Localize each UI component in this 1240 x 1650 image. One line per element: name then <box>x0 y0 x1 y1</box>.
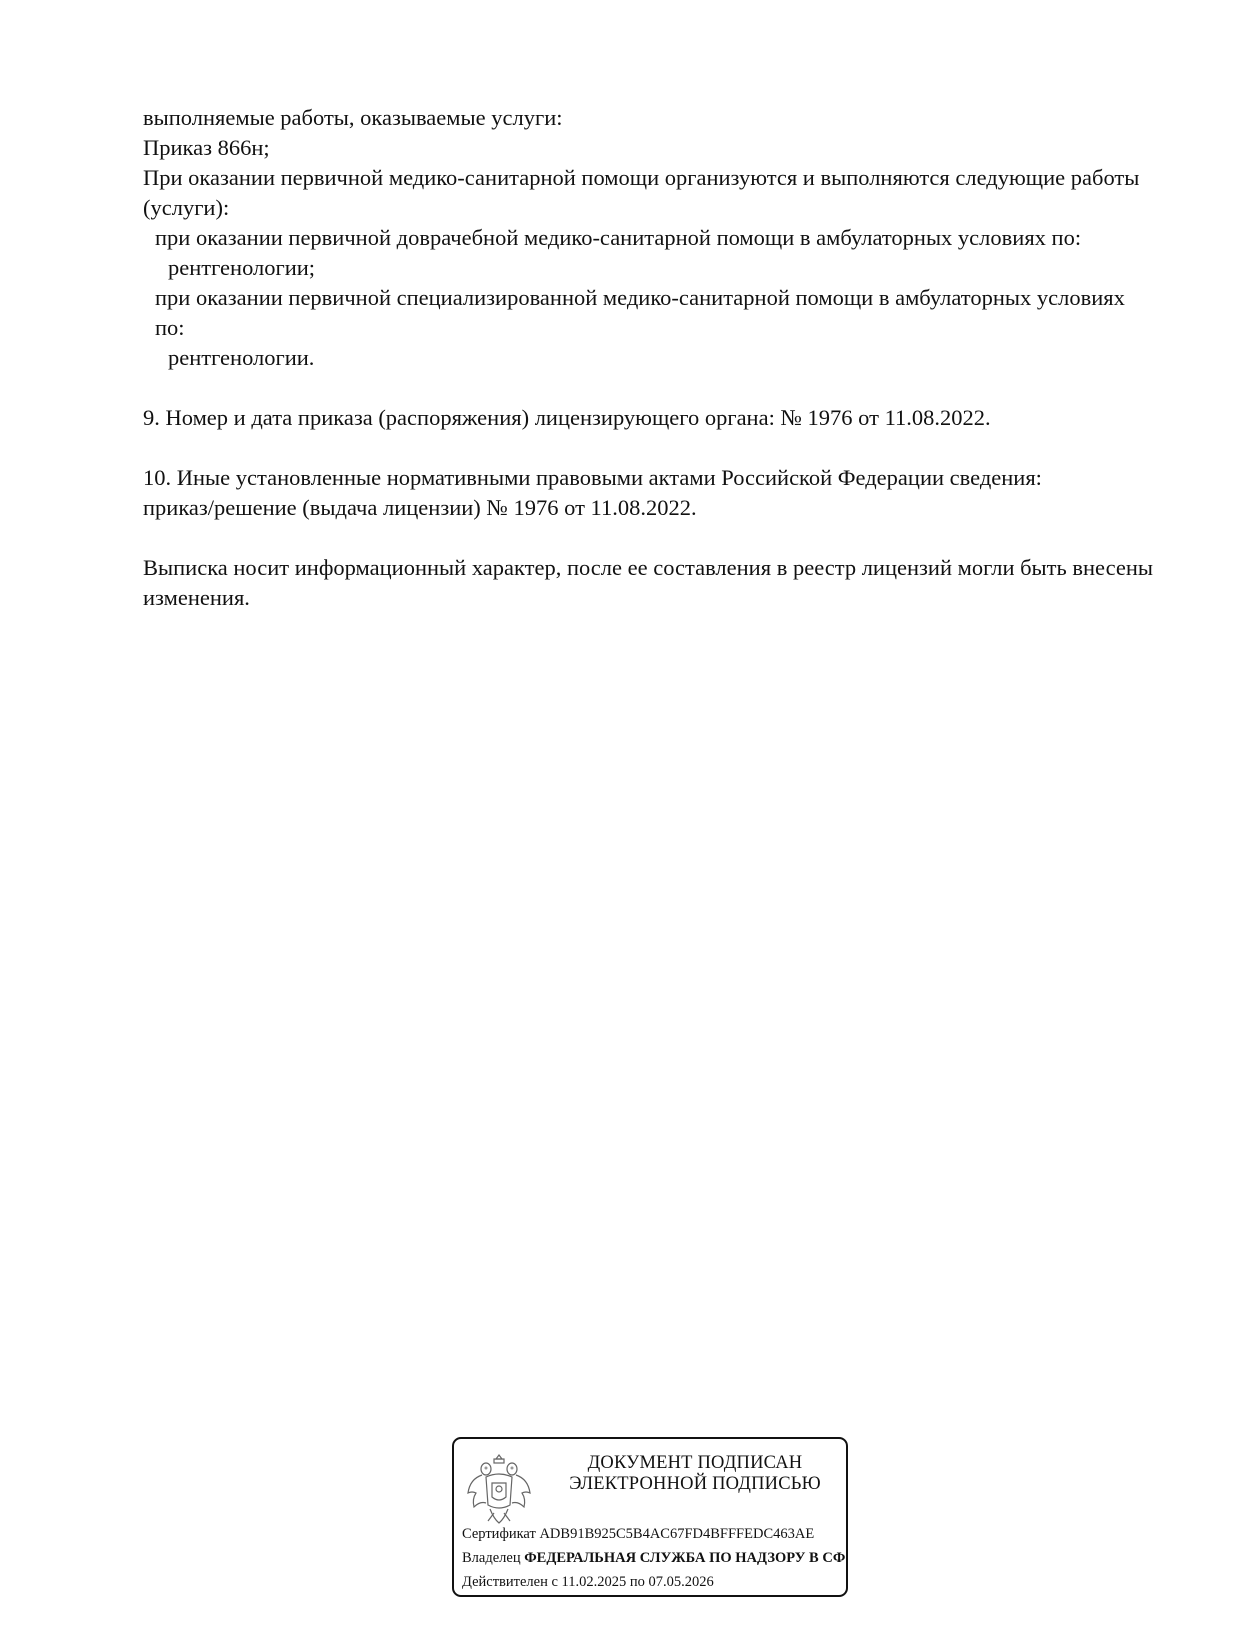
stamp-title-line-1: ДОКУМЕНТ ПОДПИСАН <box>587 1453 803 1473</box>
spacer <box>143 523 1153 553</box>
validity-line: Действителен с 11.02.2025 по 07.05.2026 <box>462 1574 714 1590</box>
owner-line <box>462 1549 845 1567</box>
service-item-radiology-2: рентгенологии. <box>168 345 315 370</box>
item-10-line-2: приказ/решение (выдача лицензии) № 1976 от 11.08.2022. <box>143 495 697 520</box>
certificate-label: Сертификат <box>462 1526 536 1542</box>
service-item-radiology-1: рентгенологии; <box>168 255 316 280</box>
item-9-order: 9. Номер и дата приказа (распоряжения) лицензирующего органа: № 1976 от 11.08.2022. <box>143 405 991 430</box>
owner-value: ФЕДЕРАЛЬНАЯ СЛУЖБА ПО НАДЗОРУ В СФ <box>524 1550 846 1566</box>
owner-label: Владелец <box>462 1550 521 1566</box>
services-heading: выполняемые работы, оказываемые услуги: <box>143 105 563 130</box>
spacer <box>143 373 1153 403</box>
document-body <box>143 103 1153 613</box>
electronic-signature-stamp <box>452 1437 848 1597</box>
stamp-title <box>550 1453 840 1495</box>
double-headed-eagle-emblem-icon <box>464 1447 534 1531</box>
disclaimer-note: Выписка носит информационный характер, после ее составления в реестр лицензий могли быть внесены изменения. <box>143 555 1154 610</box>
spacer <box>143 433 1153 463</box>
prehospital-care-line: при оказании первичной доврачебной медико-санитарной помощи в амбулаторных условиях по: <box>155 225 1082 250</box>
certificate-value: ADB91B925C5B4AC67FD4BFFFEDC463AE <box>539 1526 815 1542</box>
certificate-line <box>462 1525 814 1543</box>
order-reference: Приказ 866н; <box>143 135 270 160</box>
specialized-care-line: при оказании первичной специализированной медико-санитарной помощи в амбулаторных условиях по: <box>155 285 1125 340</box>
stamp-title-line-2: ЭЛЕКТРОННОЙ ПОДПИСЬЮ <box>569 1474 821 1494</box>
item-10-line-1: 10. Иные установленные нормативными правовыми актами Российской Федерации сведения: <box>143 465 1042 490</box>
services-intro: При оказании первичной медико-санитарной помощи организуются и выполняются следующие работы (услуги): <box>143 165 1140 220</box>
